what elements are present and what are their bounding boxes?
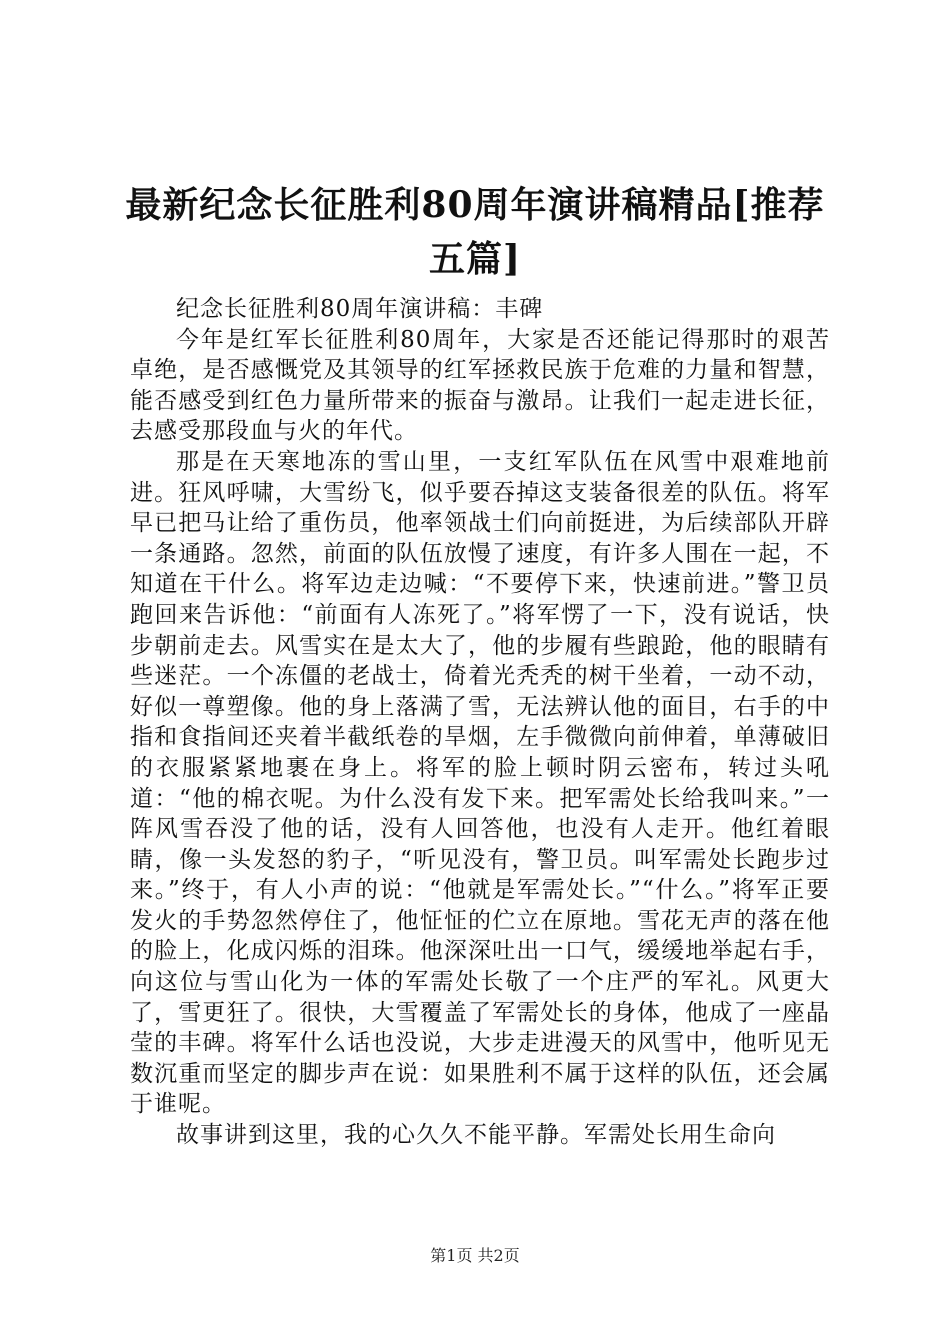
paragraph-intro: 今年是红军长征胜利80周年，大家是否还能记得那时的艰苦卓绝，是否感慨党及其领导的红军拯救民族于危难的力量和智慧，能否感受到红色力量所带来的振奋与激昂。让我们一起走进长征，去感受那段血与火的年代。 bbox=[130, 326, 830, 445]
paragraph-subtitle: 纪念长征胜利80周年演讲稿：丰碑 bbox=[176, 296, 544, 322]
paragraph-story: 那是在天寒地冻的雪山里，一支红军队伍在风雪中艰难地前进。狂风呼啸，大雪纷飞，似乎要吞掉这支装备很差的队伍。将军早已把马让给了重伤员，他率领战士们向前挺进，为后续部队开辟一条通路。忽然，前面的队伍放慢了速度，有许多人围在一起，不知道在干什么。将军边走边喊：“不要停下来，快速前进。”警卫员跑回来告诉他：“前面有人冻死了。”将军愣了一下，没有说话，快步朝前走去。风雪实在是太大了，他的步履有些踉跄，他的眼睛有些迷茫。一个冻僵的老战士，倚着光秃秃的树干坐着，一动不动，好似一尊塑像。他的身上落满了雪，无法辨认他的面目，右手的中指和食指间还夹着半截纸卷的旱烟，左手微微向前伸着，单薄破旧的衣服紧紧地裹在身上。将军的脸上顿时阴云密布，转过头吼道：“他的棉衣呢。为什么没有发下来。把军需处长给我叫来。”一阵风雪吞没了他的话，没有人回答他，也没有人走开。他红着眼睛，像一头发怒的豹子，“听见没有，警卫员。叫军需处长跑步过来。”终于，有人小声的说：“他就是军需处长。”“什么。”将军正要发火的手势忽然停住了，他怔怔的伫立在原地。雪花无声的落在他的脸上，化成闪烁的泪珠。他深深吐出一口气，缓缓地举起右手，向这位与雪山化为一体的军需处长敬了一个庄严的军礼。风更大了，雪更狂了。很快，大雪覆盖了军需处长的身体，他成了一座晶莹的丰碑。将军什么话也没说，大步走进漫天的风雪中，他听见无数沉重而坚定的脚步声在说：如果胜利不属于这样的队伍，还会属于谁呢。 bbox=[130, 448, 830, 1118]
paragraph-reflection: 故事讲到这里，我的心久久不能平静。军需处长用生命向 bbox=[176, 1122, 776, 1149]
page-footer: 第1页 共2页 bbox=[430, 1246, 520, 1265]
document-body bbox=[130, 294, 830, 1151]
document-title: 最新纪念长征胜利80周年演讲稿精品[推荐五篇] bbox=[125, 184, 825, 280]
